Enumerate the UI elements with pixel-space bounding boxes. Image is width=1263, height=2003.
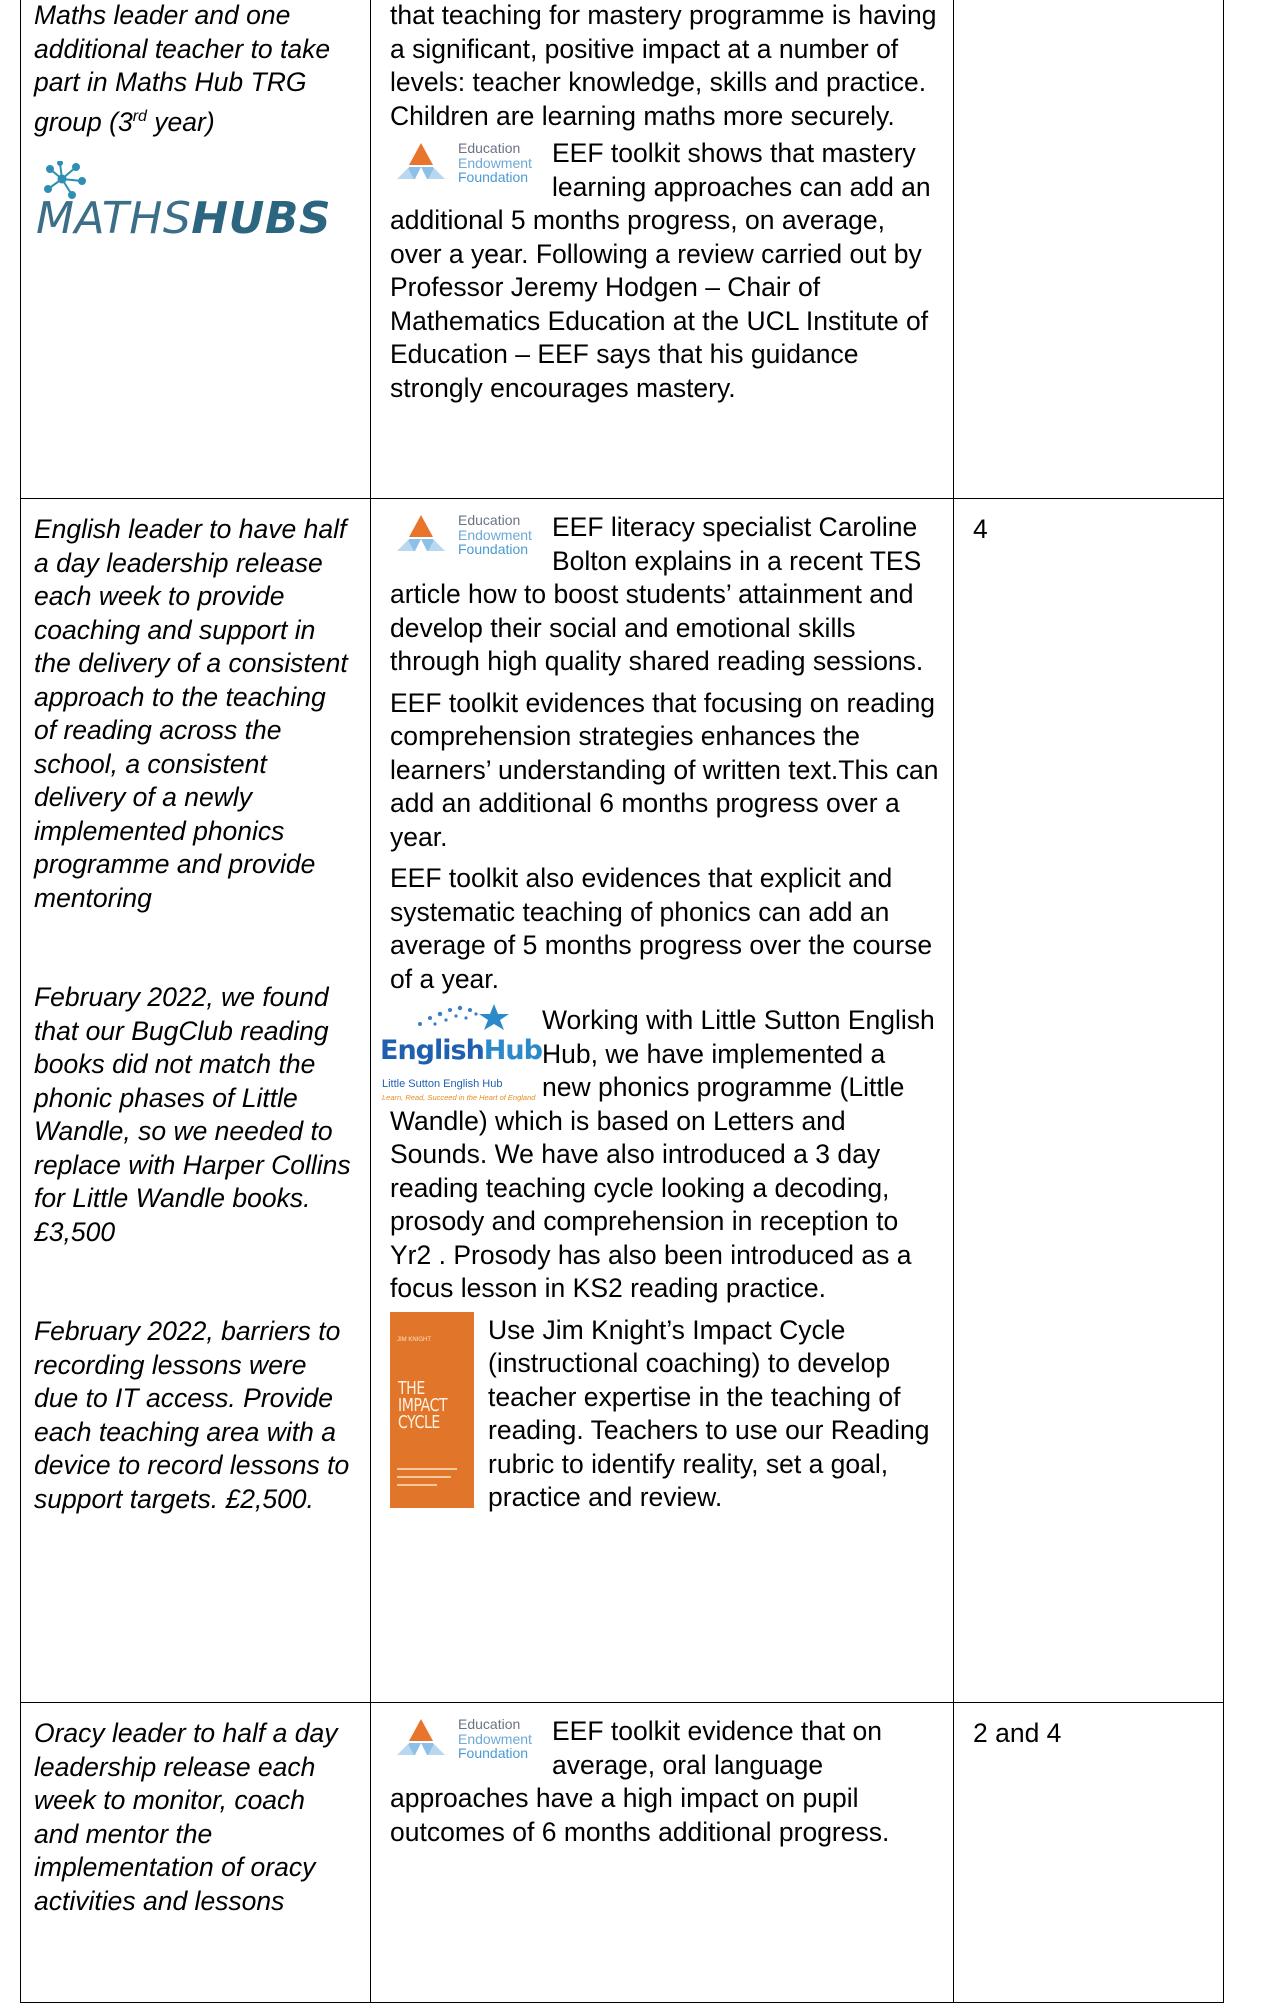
action-cell bbox=[21, 1703, 371, 2003]
evidence-table bbox=[20, 0, 1224, 2003]
action-text: Maths leader and one additional teacher to take part in Maths Hub TRG group (3rd year) bbox=[34, 0, 331, 137]
action-text: February 2022, barriers to recording lessons were due to IT access. Provide each teaching area with a device to record lessons to support targets. £2,500. bbox=[34, 1316, 350, 1514]
english-hub-logo: EnglishHub Little Sutton English Hub Learn, Read, Succeed in the Heart of England bbox=[380, 1000, 530, 1100]
evidence-text: EEF toolkit evidences that focusing on reading comprehension strategies enhances the learners’ understanding of written text.This can add an additional 6 months progress over a year. bbox=[390, 687, 939, 852]
maths-hubs-logo: MATHSHUBS bbox=[34, 161, 352, 245]
eef-triangles-icon bbox=[390, 1717, 452, 1757]
challenge-cell bbox=[954, 1703, 1224, 2003]
challenge-cell bbox=[954, 499, 1224, 1703]
table-row bbox=[21, 0, 1224, 499]
evidence-text: EEF toolkit evidence that on average, oral language approaches have a high impact on pupil outcomes of 6 months additional progress. bbox=[390, 1716, 890, 1847]
eef-triangles-icon bbox=[390, 141, 452, 181]
challenge-number: 4 bbox=[973, 514, 988, 544]
action-cell bbox=[21, 0, 371, 499]
evidence-cell bbox=[371, 499, 954, 1703]
challenge-number: 2 and 4 bbox=[973, 1718, 1062, 1748]
eef-logo: Education Endowment Foundation bbox=[390, 1715, 542, 1763]
table-row bbox=[21, 1703, 1224, 2003]
evidence-text: EEF toolkit also evidences that explicit and systematic teaching of phonics can add an average of 5 months progress over the course of a year. bbox=[390, 863, 933, 994]
action-text: Oracy leader to half a day leadership release each week to monitor, coach and mentor the implementation of oracy activities and lessons bbox=[34, 1718, 338, 1916]
evidence-text: EEF toolkit shows that mastery learning approaches can add an additional 5 months progress, on average, over a year. Following a review carried out by Professor Jeremy Hodgen – Chair of Mathematics Education at the UCL Institute of Education – EEF says that his guidance strongly encourages mastery. bbox=[390, 138, 931, 403]
stars-icon bbox=[408, 1000, 528, 1036]
evidence-cell bbox=[371, 0, 954, 499]
evidence-text: Use Jim Knight’s Impact Cycle (instructional coaching) to develop teacher expertise in the teaching of reading. Teachers to use our Reading rubric to identify reality, set a goal, practice and review. bbox=[488, 1314, 930, 1512]
action-text: English leader to have half a day leadership release each week to provide coaching and support in the delivery of a consistent approach to the teaching of reading across the school, a consistent delivery of a newly implemented phonics programme and provide mentoring bbox=[34, 514, 348, 913]
table-row bbox=[21, 499, 1224, 1703]
action-cell bbox=[21, 499, 371, 1703]
challenge-cell bbox=[954, 0, 1224, 499]
eef-logo: Education Endowment Foundation bbox=[390, 511, 542, 559]
action-text: February 2022, we found that our BugClub reading books did not match the phonic phases of Little Wandle, so we needed to replace with Harper Collins for Little Wandle books. £3,500 bbox=[34, 982, 351, 1247]
eef-triangles-icon bbox=[390, 513, 452, 553]
evidence-text: Working with Little Sutton English Hub, we have implemented a new phonics programme (Little Wandle) which is based on Letters and Sounds. We have also introduced a 3 day reading teaching cycle looking a decoding, prosody and comprehension in reception to Yr2 . Prosody has also been introduced as a focus lesson in KS2 reading practice. bbox=[390, 1005, 935, 1303]
evidence-text: that teaching for mastery programme is having a significant, positive impact at a number of levels: teacher knowledge, skills and practice. Children are learning maths more securely. bbox=[390, 0, 937, 131]
impact-cycle-book-cover: JIM KNIGHT THE IMPACT CYCLE bbox=[390, 1312, 474, 1508]
eef-logo: Education Endowment Foundation bbox=[390, 139, 542, 187]
evidence-cell bbox=[371, 1703, 954, 2003]
evidence-text: EEF literacy specialist Caroline Bolton explains in a recent TES article how to boost students’ attainment and develop their social and emotional skills through high quality shared reading sessions. bbox=[390, 512, 924, 676]
